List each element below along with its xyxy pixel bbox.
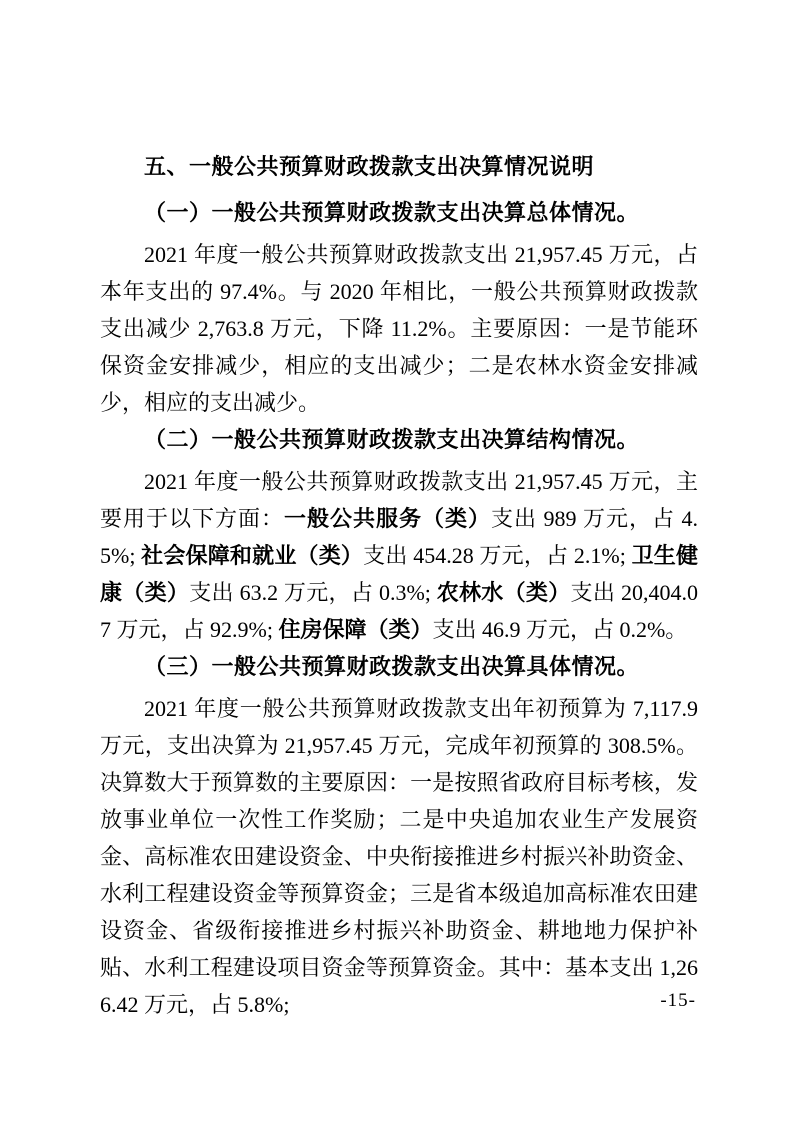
- document-content: [100, 148, 698, 1023]
- section-3-paragraph: [100, 690, 698, 1023]
- text-segment: 支出 20,404.07 万元，占 92.9%;: [100, 580, 698, 642]
- text-segment: 2021 年度一般公共预算财政拨款支出 21,957.45 万元，占本年支出的 97.4%。与 2020 年相比，一般公共预算财政拨款支出减少 2,763.8 万元，下降 11.2%。主要原因：一是节能环保资金安排减少，相应的支出减少；二是农林水资金安排减少，相应的支出减少。: [100, 242, 698, 415]
- section-3-title: （三）一般公共预算财政拨款支出决算具体情况。: [144, 654, 640, 679]
- text-segment: 2021 年度一般公共预算财政拨款支出 21,957.45 万元，主要用于以下方面：: [100, 469, 698, 531]
- text-segment: 支出 63.2 万元，占 0.3%;: [189, 580, 437, 605]
- text-segment-bold: 住房保障（类）: [278, 617, 433, 642]
- text-segment: 支出 989 万元，占 4.5%;: [100, 506, 698, 568]
- section-1-title: （一）一般公共预算财政拨款支出决算总体情况。: [144, 200, 640, 225]
- main-heading: 五、一般公共预算财政拨款支出决算情况说明: [144, 154, 595, 179]
- text-segment-bold: 一般公共服务（类）: [284, 506, 491, 531]
- text-segment-bold: 社会保障和就业（类）: [141, 543, 364, 568]
- text-segment-bold: 卫生健康（类）: [100, 543, 698, 605]
- section-2-title: （二）一般公共预算财政拨款支出决算结构情况。: [144, 427, 640, 452]
- page-number: -15-: [660, 990, 696, 1011]
- section-1-paragraph: [100, 236, 698, 421]
- text-segment-bold: 农林水（类）: [436, 580, 571, 605]
- section-2-paragraph: [100, 463, 698, 648]
- text-segment: 支出 46.9 万元，占 0.2%。: [432, 617, 688, 642]
- text-segment: 支出 454.28 万元，占 2.1%;: [363, 543, 632, 568]
- text-segment: 2021 年度一般公共预算财政拨款支出年初预算为 7,117.9 万元，支出决算为 21,957.45 万元，完成年初预算的 308.5%。决算数大于预算数的主要原因：一是按照省政府目标考核，发放事业单位一次性工作奖励；二是中央追加农业生产发展资金、高标准农田建设资金、中央衔接推进乡村振兴补助资金、水利工程建设资金等预算资金；三是省本级追加高标准农田建设资金、省级衔接推进乡村振兴补助资金、耕地地力保护补贴、水利工程建设项目资金等预算资金。其中：基本支出 1,266.42 万元，占 5.8%;: [100, 696, 698, 1017]
